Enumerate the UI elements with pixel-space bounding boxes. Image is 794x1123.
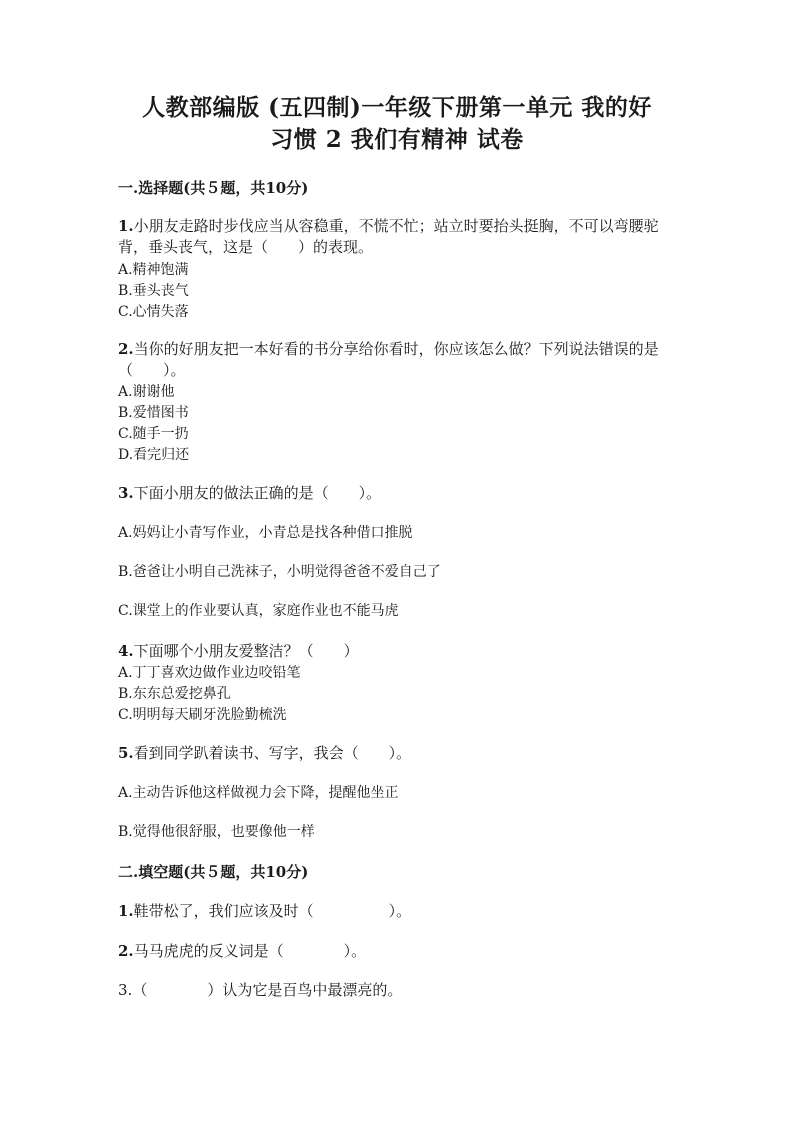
question-number: 1. (118, 902, 134, 920)
option-item: C.心情失落 (118, 304, 189, 320)
question-text (118, 339, 678, 381)
question-number: 2. (118, 340, 134, 358)
section-heading-fill: 二.填空题(共５题，共10分) (118, 863, 309, 881)
question-body: 小朋友走路时步伐应当从容稳重，不慌不忙；站立时要抬头挺胸，不可以弯腰驼背，垂头丧气，这是（ ）的表现。 (118, 217, 659, 256)
title-line-2: 习惯 2 我们有精神 试卷 (270, 126, 524, 153)
section-heading-choice: 一.选择题(共５题，共10分) (118, 179, 309, 197)
option-item: C.明明每天刷牙洗脸勤梳洗 (118, 707, 287, 723)
question-number: 4. (118, 642, 134, 660)
option-item: B.觉得他很舒服，也要像他一样 (118, 824, 315, 840)
question-body: 下面哪个小朋友爱整洁？（ ） (133, 642, 359, 660)
option-item: A.精神饱满 (118, 262, 189, 278)
question-body: 马马虎虎的反义词是（ ）。 (133, 942, 367, 960)
option-item: C.随手一扔 (118, 426, 189, 442)
title-line-1: 人教部编版 (五四制)一年级下册第一单元 我的好 (142, 94, 652, 121)
question-text (118, 216, 678, 258)
question-text (118, 979, 402, 1000)
question-number: 3. (118, 484, 134, 502)
question-number: 1. (118, 217, 134, 235)
question-body: 下面小朋友的做法正确的是（ ）。 (133, 484, 382, 502)
option-item: B.垂头丧气 (118, 283, 189, 299)
question-body: （ ）认为它是百鸟中最漂亮的。 (132, 981, 403, 999)
question-number: 2. (118, 942, 134, 960)
question-body: 当你的好朋友把一本好看的书分享给你看时，你应该怎么做？下列说法错误的是（ ）。 (118, 340, 659, 379)
question-text (118, 482, 381, 503)
page-title (100, 92, 694, 156)
question-number: 3. (118, 981, 133, 999)
question-text (118, 640, 359, 661)
option-item: B.爱惜图书 (118, 405, 189, 421)
option-item: C.课堂上的作业要认真，家庭作业也不能马虎 (118, 603, 399, 619)
option-item: B.东东总爱挖鼻孔 (118, 686, 231, 702)
question-text (118, 900, 411, 921)
option-item: A.妈妈让小青写作业，小青总是找各种借口推脱 (118, 525, 413, 541)
option-item: D.看完归还 (118, 447, 190, 463)
option-item: A.谢谢他 (118, 384, 175, 400)
option-item: A.丁丁喜欢边做作业边咬铅笔 (118, 665, 301, 681)
question-text (118, 940, 366, 961)
question-number: 5. (118, 744, 134, 762)
option-item: B.爸爸让小明自己洗袜子，小明觉得爸爸不爱自己了 (118, 564, 441, 580)
question-body: 鞋带松了，我们应该及时（ ）。 (133, 902, 412, 920)
option-item: A.主动告诉他这样做视力会下降，提醒他坐正 (118, 785, 399, 801)
question-body: 看到同学趴着读书、写字，我会（ ）。 (133, 744, 412, 762)
question-text (118, 742, 411, 763)
